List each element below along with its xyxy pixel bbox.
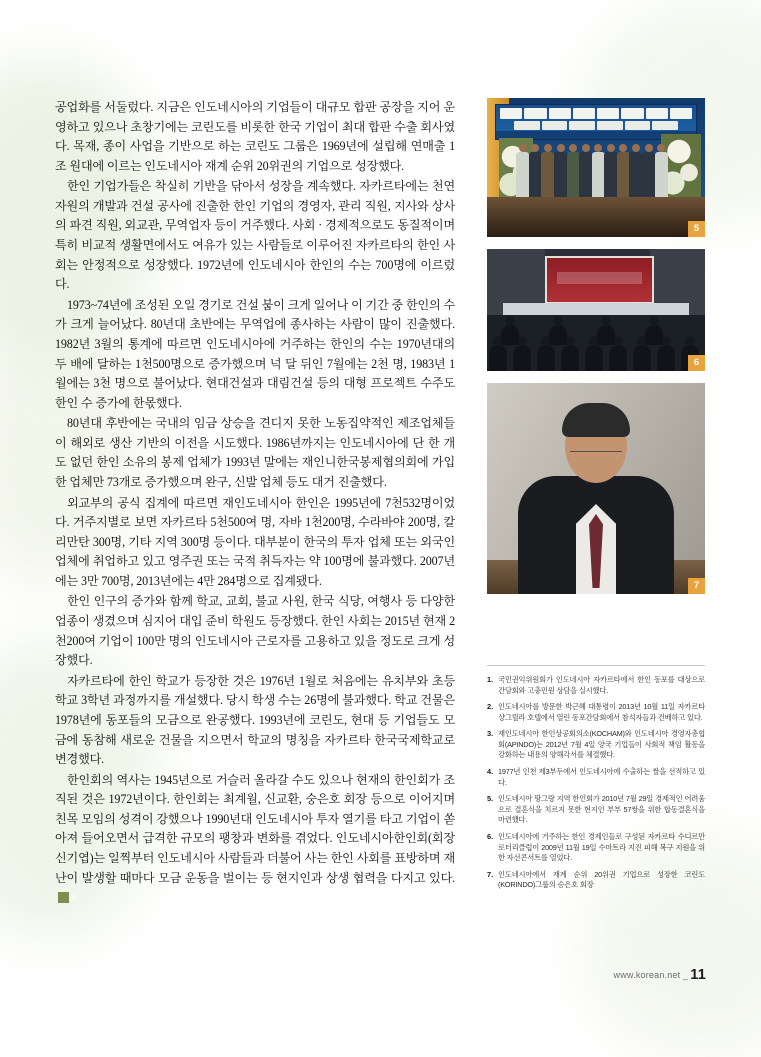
caption-number: 3. [487, 729, 494, 739]
photo-column [487, 98, 705, 606]
paragraph: 1973~74년에 조성된 오일 경기로 건설 붐이 크게 일어나 이 기간 중 한인의 수가 크게 늘어났다. 80년대 초반에는 무역업에 종사하는 사람이 많이 진출했다. 1982년 3월의 통계에 따르면 인도네시아에 거주하는 한인의 수는 1970년대의 두 배에 달하는 1천500명으로 증가했으며 넉 달 뒤인 7월에는 2천 명, 1983년 1월에는 3천 명으로 불어났다. 현대건설과 대림건설 등의 대형 프로젝트 수주도 한인 수 증가에 한몫했다. [55, 297, 455, 410]
caption-text: 재인도네시아 한인상공회의소(KOCHAM)와 인도네시아 경영자총협회(APINDO)는 2012년 7월 4일 양국 기업들이 사회적 책임 활동을 강화하는 내용의 양해각서를 체결했다. [498, 729, 705, 760]
paragraph: 80년대 후반에는 국내의 임금 상승을 견디지 못한 노동집약적인 제조업체들이 해외로 생산 기반의 이전을 시도했다. 1986년까지는 인도네시아에 단 한 개도 없던 한인 소유의 봉제 업체가 1993년 말에는 재인니한국봉제협의회에 가입한 업체만 73개로 증가했으며 완구, 신발 업체 등도 대거 진출했다. [55, 416, 455, 489]
caption-item [487, 702, 705, 723]
caption-text: 1977년 인천 제3부두에서 인도네시아에 수출하는 쌀을 선적하고 있다. [498, 767, 705, 787]
photo-portrait-chairman [487, 383, 705, 594]
end-mark-icon: 초 [58, 892, 69, 903]
sponsor-logos-row [500, 108, 692, 119]
caption-number: 5. [487, 794, 494, 804]
caption-number: 6. [487, 831, 494, 841]
photo-conference-hall [487, 249, 705, 371]
photo-number-badge: 6 [688, 355, 705, 371]
caption-number: 7. [487, 869, 494, 879]
caption-text: 국민권익위원회가 인도네시아 자카르타에서 한인 동포를 대상으로 간담회와 고충민원 상담을 실시했다. [498, 675, 705, 695]
caption-number: 2. [487, 702, 494, 712]
paragraph: 한인 기업가들은 착실히 기반을 닦아서 성장을 계속했다. 자카르타에는 천연자원의 개발과 건설 공사에 진출한 한인 기업의 경영자, 관리 직원, 지사와 상사의 파견 직원, 외교관, 무역업자 등이 거주했다. 사회 · 경제적으로도 동질적이며 특히 비교적 생활면에서도 여유가 있는 사람들로 이루어진 자카르타의 한인 사회는 안정적으로 성장했다. 1972년에 인도네시아 한인의 수는 700명에 이르렀다. [55, 179, 455, 292]
paragraph: 외교부의 공식 집계에 따르면 재인도네시아 한인은 1995년에 7천532명이었다. 거주지별로 보면 자카르타 5천500여 명, 자바 1천200명, 수라바야 200명, 칼리만탄 300명, 기타 지역 300명 등이다. 대부분이 한국의 투자 업체 또는 외국인 업체에 취업하고 있고 영주권 또는 국적 취득자는 약 100명에 불과했다. 2007년에는 3만 700명, 2013년에는 4만 284명으로 집계됐다. [55, 495, 455, 588]
paragraph: 공업화를 서둘렀다. 지금은 인도네시아의 기업들이 대규모 합판 공장을 지어 운영하고 있으나 초창기에는 코린도를 비롯한 한국 기업이 최대 합판 수출 회사였다. 목재, 종이 사업을 기반으로 하는 코린도 그룹은 1969년에 설립해 연매출 1조 원대에 이르는 인도네시아 재계 순위 20위권의 기업으로 성장했다. [55, 100, 455, 173]
page-footer [614, 967, 706, 983]
page-number: 11 [690, 967, 706, 983]
caption-text: 인도네시아에 거주하는 한인 경제인들로 구성된 자카르타 수디르만 로터리클럽이 2009년 11월 19일 수마트라 지진 피해 복구 지원을 위한 자선콘서트를 열었다. [498, 831, 705, 863]
caption-item [487, 794, 705, 826]
paragraph: 한인 인구의 증가와 함께 학교, 교회, 불교 사원, 한국 식당, 여행사 등 다양한 업종이 생겼으며 심지어 대입 준비 학원도 등장했다. 한인 사회는 2015년 현재 2천200여 기업이 100만 명의 인도네시아 근로자를 고용하고 있을 정도로 크게 성장했다. [55, 594, 455, 668]
caption-number: 1. [487, 675, 494, 684]
photo-number-badge: 7 [688, 578, 705, 594]
glasses-icon [570, 438, 622, 452]
audience [487, 315, 705, 371]
caption-number: 4. [487, 767, 494, 777]
caption-item [487, 870, 705, 891]
caption-text: 인도네시아를 방문한 박근혜 대통령이 2013년 10월 11일 자카르타 샹그릴라 호텔에서 열린 동포간담회에서 참석자들과 건배하고 있다. [498, 702, 705, 722]
paragraph: 자카르타에 한인 학교가 등장한 것은 1976년 1월로 처음에는 유치부와 초등학교 3학년 과정까지를 개설했다. 당시 학생 수는 26명에 불과했다. 학교 건물은 1978년에 동포들의 모금으로 완공했다. 1993년에 코린도, 현대 등 기업들도 모금에 동참해 새로운 건물을 지으면서 학교의 명칭을 자카르타 한국국제학교로 변경했다. [55, 673, 455, 767]
caption-text: 인도네시아에서 재계 순위 20위권 기업으로 성장한 코린도(KORINDO)그룹의 승은호 회장 [498, 869, 705, 890]
photo-captions-list [487, 665, 705, 897]
caption-item [487, 832, 705, 864]
caption-item [487, 675, 705, 696]
sponsor-logos-row-2 [514, 121, 678, 130]
stage-floor [487, 197, 705, 237]
paragraph-last [55, 771, 455, 908]
caption-item [487, 729, 705, 761]
photo-group-ceremony [487, 98, 705, 237]
footer-site: www.korean.net _ [613, 970, 689, 980]
stage-backdrop-screen [545, 256, 654, 304]
photo-number-badge: 5 [688, 221, 705, 237]
caption-item [487, 767, 705, 788]
caption-text: 인도네시아 땅그랑 지역 한인회가 2010년 7월 29일 경제적인 어려움으로 결혼식을 치르지 못한 현지인 부부 57쌍을 위한 합동결혼식을 마련했다. [498, 794, 705, 825]
paragraph-text: 한인회의 역사는 1945년으로 거슬러 올라갈 수도 있으나 현재의 한인회가 조직된 것은 1972년이다. 한인회는 최계월, 신교환, 숭은호 회장 등으로 이어지며 친목 모임의 성격이 강했으나 1990년대 인도네시아 투자 열기를 타고 기업이 쏟아져 들어오면서 급격한 규모의 팽창과 변화를 겪었다. 인도네시아한인회(회장 신기엽)는 일찍부터 인도네시아 사람들과 더불어 사는 한인 사회를 표방하며 재난이 발생할 때마다 모금 운동을 벌이는 등 현지인과 상생 협력을 다지고 있다. [55, 772, 455, 885]
article-body [55, 98, 455, 909]
